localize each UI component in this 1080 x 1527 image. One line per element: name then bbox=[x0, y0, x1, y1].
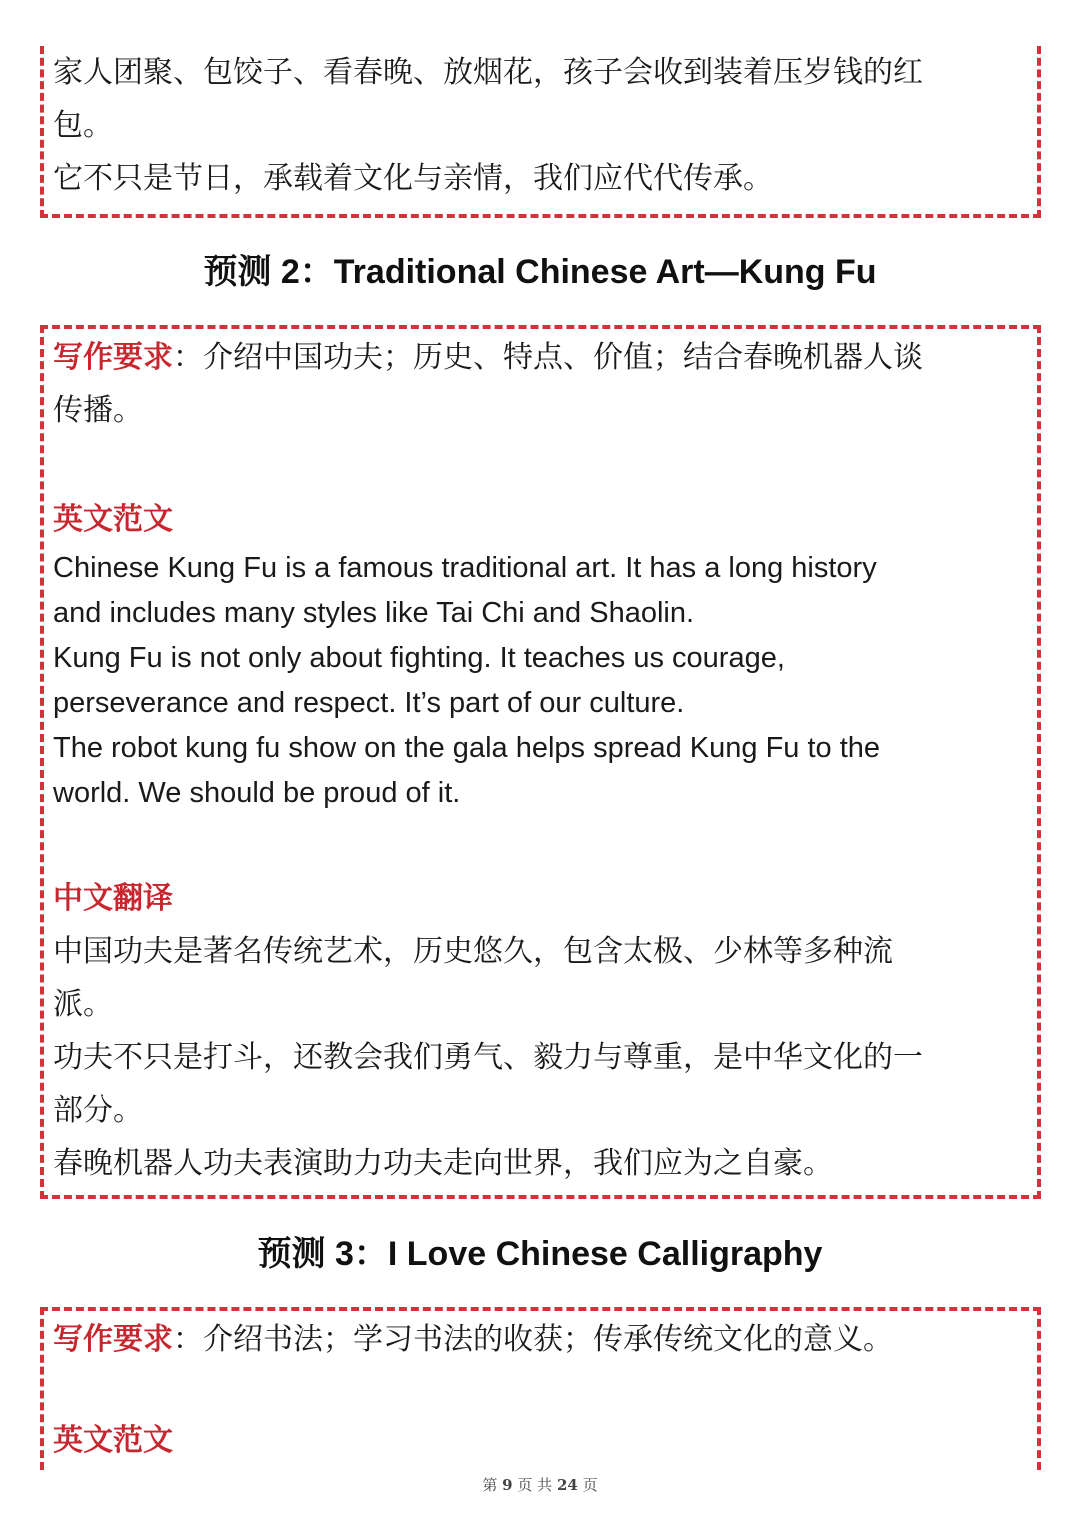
requirement-label: 写作要求 bbox=[53, 1322, 173, 1357]
writing-requirement bbox=[53, 1313, 1023, 1366]
footer-text: 第 bbox=[482, 1476, 498, 1494]
essay-label: 英文范文 bbox=[53, 502, 173, 537]
text-line: 家人团聚、包饺子、看春晚、放烟花，孩子会收到装着压岁钱的红 bbox=[53, 55, 923, 90]
essay-line: world. We should be proud of it. bbox=[53, 777, 461, 809]
section-heading-2: 预测 2：Traditional Chinese Art—Kung Fu bbox=[203, 253, 877, 291]
writing-requirement bbox=[53, 331, 1023, 384]
translation-line: 中国功夫是著名传统艺术，历史悠久，包含太极、少林等多种流 bbox=[53, 934, 893, 969]
translation-line: 春晚机器人功夫表演助力功夫走向世界，我们应为之自豪。 bbox=[53, 1146, 833, 1181]
footer-text: 页 bbox=[582, 1476, 598, 1494]
page-number: 9 bbox=[502, 1476, 513, 1494]
essay-label: 英文范文 bbox=[53, 1423, 173, 1458]
translation-line: 派。 bbox=[53, 987, 113, 1022]
page-total: 24 bbox=[556, 1476, 578, 1494]
requirement-text: ：介绍中国功夫；历史、特点、价值；结合春晚机器人谈 bbox=[173, 340, 923, 375]
essay-line: perseverance and respect. It’s part of our culture. bbox=[53, 687, 685, 719]
text-line: 它不只是节日，承载着文化与亲情，我们应代代传承。 bbox=[53, 161, 773, 196]
essay-box-3 bbox=[40, 1307, 1041, 1470]
translation-line: 部分。 bbox=[53, 1093, 143, 1128]
requirement-text: ：介绍书法；学习书法的收获；传承传统文化的意义。 bbox=[173, 1322, 893, 1357]
essay-box-1 bbox=[40, 46, 1041, 218]
requirement-label: 写作要求 bbox=[53, 340, 173, 375]
section-heading-3: 预测 3：I Love Chinese Calligraphy bbox=[257, 1235, 823, 1273]
essay-line: Chinese Kung Fu is a famous traditional art. It has a long history bbox=[53, 552, 877, 584]
essay-box-2 bbox=[40, 325, 1041, 1199]
essay-line: Kung Fu is not only about fighting. It teaches us courage, bbox=[53, 642, 785, 674]
page-footer bbox=[0, 1474, 1080, 1495]
translation-line: 功夫不只是打斗，还教会我们勇气、毅力与尊重，是中华文化的一 bbox=[53, 1040, 923, 1075]
essay-line: The robot kung fu show on the gala helps spread Kung Fu to the bbox=[53, 732, 881, 764]
translation-label: 中文翻译 bbox=[53, 881, 173, 916]
text-line: 包。 bbox=[53, 108, 113, 143]
footer-text: 页 共 bbox=[517, 1476, 553, 1494]
essay-line: and includes many styles like Tai Chi and Shaolin. bbox=[53, 597, 695, 629]
requirement-text-cont: 传播。 bbox=[53, 393, 143, 428]
